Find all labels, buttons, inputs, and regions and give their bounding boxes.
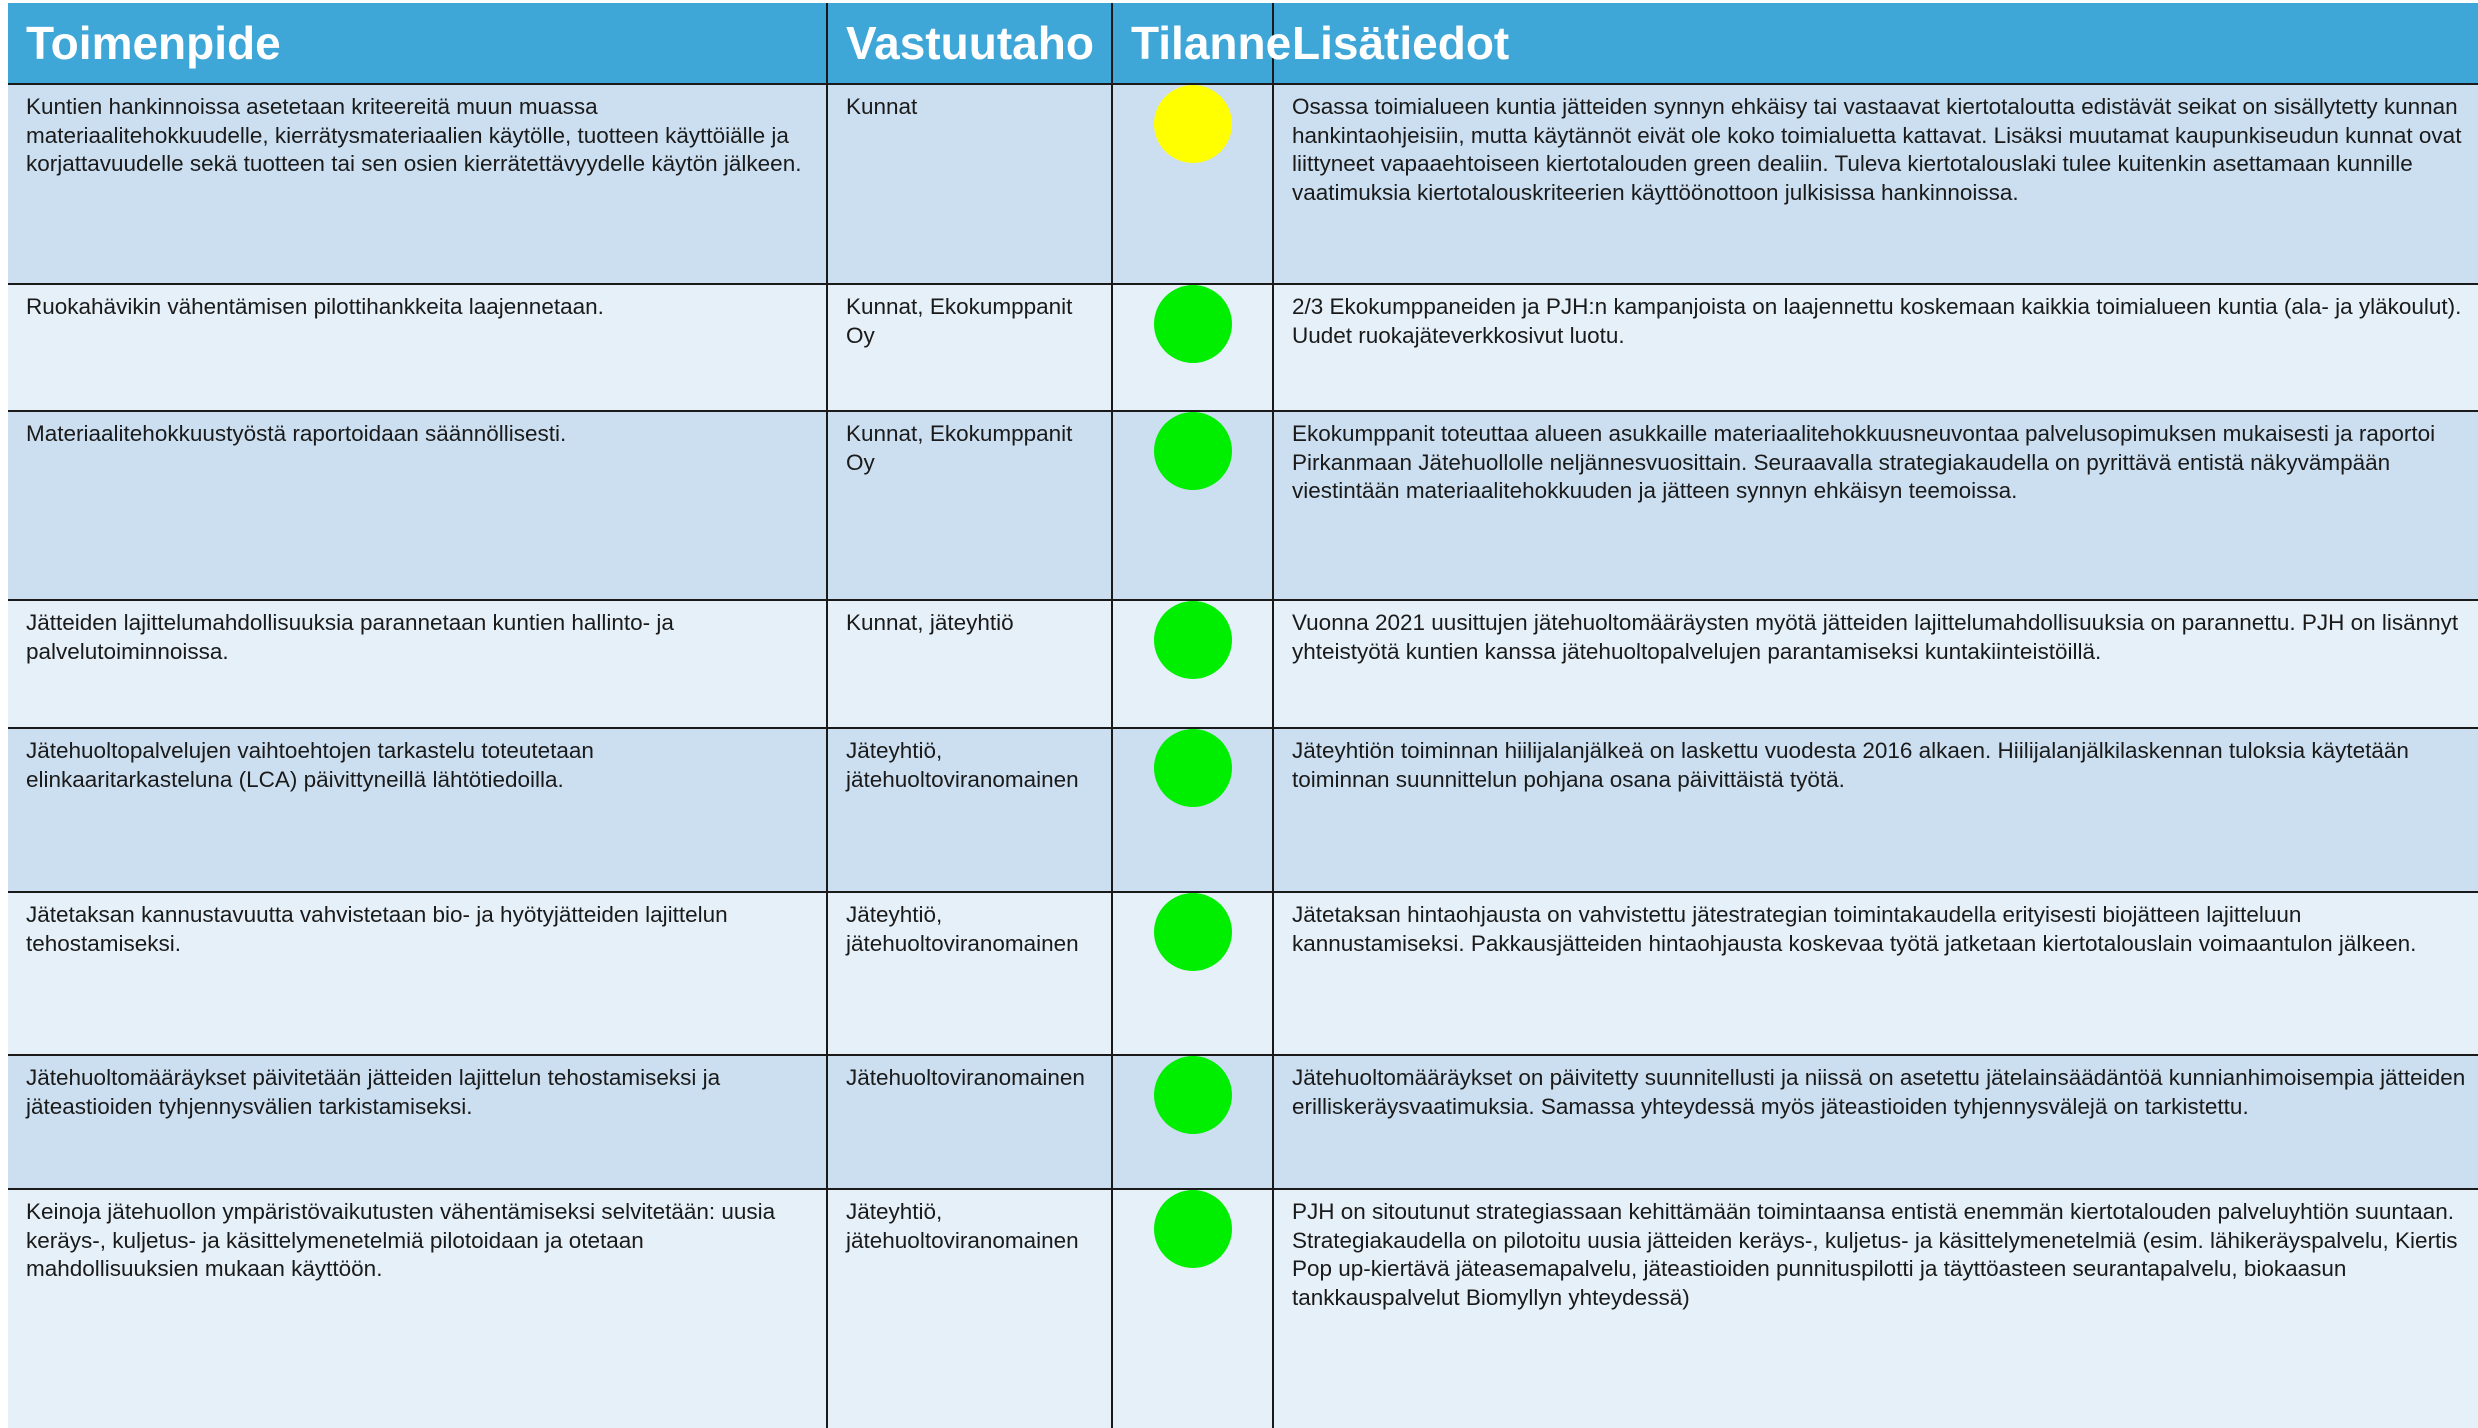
header-details: Lisätiedot <box>1273 3 2478 84</box>
responsible-text: Jäteyhtiö, jätehuoltoviranomainen <box>846 902 1079 956</box>
responsible-text: Kunnat, jäteyhtiö <box>846 610 1014 635</box>
status-indicator-icon <box>1154 601 1232 679</box>
table-header-row <box>8 3 2478 84</box>
action-text: Ruokahävikin vähentämisen pilottihankkeita laajennetaan. <box>26 294 604 319</box>
status-indicator-icon <box>1154 1056 1232 1134</box>
responsible-text: Jäteyhtiö, jätehuoltoviranomainen <box>846 1199 1079 1253</box>
status-indicator-icon <box>1154 412 1232 490</box>
status-indicator-icon <box>1154 893 1232 971</box>
header-action: Toimenpide <box>8 3 827 84</box>
table-row <box>8 411 2478 600</box>
action-status-table <box>8 3 2478 1428</box>
status-indicator-icon <box>1154 729 1232 807</box>
action-text: Jätehuoltomääräykset päivitetään jätteiden lajittelun tehostamiseksi ja jäteastioiden tyhjennysvälien tarkistamiseksi. <box>26 1065 721 1119</box>
action-text: Keinoja jätehuollon ympäristövaikutusten vähentämiseksi selvitetään: uusia keräys-, kuljetus- ja käsittelymenetelmiä pilotoidaan ja otetaan mahdollisuuksien mukaan käyttöön. <box>26 1199 776 1282</box>
details-text: Vuonna 2021 uusittujen jätehuoltomääräysten myötä jätteiden lajittelumahdollisuuksia on parannettu. PJH on lisännyt yhteistyötä kuntien kanssa jätehuoltopalvelujen parantamiseksi kuntakiinteistöillä. <box>1292 610 2459 664</box>
table-row <box>8 1055 2478 1189</box>
details-text: Ekokumppanit toteuttaa alueen asukkaille materiaalitehokkuusneuvontaa palvelusopimuksen mukaisesti ja raportoi Pirkanmaan Jätehuollolle neljännesvuosittain. Seuraavalla strategiakaudella on pyrittävä entistä näkyvämpään viestintään materiaalitehokkuuden ja jätteen synnyn ehkäisyn teemoissa. <box>1292 421 2436 504</box>
header-status: Tilanne <box>1112 3 1273 84</box>
action-text: Jätehuoltopalvelujen vaihtoehtojen tarkastelu toteutetaan elinkaaritarkasteluna (LCA) päivittyneillä lähtötiedoilla. <box>26 738 594 792</box>
details-text: Osassa toimialueen kuntia jätteiden synnyn ehkäisy tai vastaavat kiertotaloutta edistävät seikat on sisällytetty kunnan hankintaohjeisiin, mutta käytännöt eivät ole koko toimialuetta kattavat. Lisäksi muutamat kaupunkiseudun kunnat ovat liittyneet vapaaehtoiseen kiertotalouden green dealiin. Tuleva kiertotalouslaki tulee kuitenkin asettamaan kunnille vaatimuksia kiertotalouskriteerien käyttöönottoon julkisissa hankinnoissa. <box>1292 94 2462 205</box>
responsible-text: Kunnat, Ekokumppanit Oy <box>846 421 1073 475</box>
action-text: Kuntien hankinnoissa asetetaan kriteereitä muun muassa materiaalitehokkuudelle, kierrätysmateriaalien käytölle, tuotteen käyttöiälle ja korjattavuudelle sekä tuotteen tai sen osien kierrätettävyydelle käytön jälkeen. <box>26 94 802 177</box>
responsible-text: Kunnat, Ekokumppanit Oy <box>846 294 1073 348</box>
status-indicator-icon <box>1154 85 1232 163</box>
table-row <box>8 600 2478 728</box>
table-row <box>8 728 2478 892</box>
details-text: 2/3 Ekokumppaneiden ja PJH:n kampanjoista on laajennettu koskemaan kaikkia toimialueen kuntia (ala- ja yläkoulut). Uudet ruokajäteverkkosivut luotu. <box>1292 294 2462 348</box>
action-text: Jätetaksan kannustavuutta vahvistetaan bio- ja hyötyjätteiden lajittelun tehostamiseksi. <box>26 902 728 956</box>
table-row <box>8 84 2478 284</box>
details-text: PJH on sitoutunut strategiassaan kehittämään toimintaansa entistä enemmän kiertotalouden palveluyhtiön suuntaan. Strategiakaudella on pilotoitu uusia jätteiden keräys-, kuljetus- ja käsittelymenetelmiä (esim. lähikeräyspalvelu, Kiertis Pop up-kiertävä jäteasemapalvelu, jäteastioiden punnituspilotti ja täyttöasteen seurantapalvelu, biokaasun tankkauspalvelut Biomyllyn yhteydessä) <box>1292 1199 2458 1310</box>
action-text: Materiaalitehokkuustyöstä raportoidaan säännöllisesti. <box>26 421 567 446</box>
responsible-text: Kunnat <box>846 94 918 119</box>
status-indicator-icon <box>1154 1190 1232 1268</box>
details-text: Jätetaksan hintaohjausta on vahvistettu jätestrategian toimintakaudella erityisesti biojätteen lajitteluun kannustamiseksi. Pakkausjätteiden hintaohjausta koskevaa työtä jatketaan kiertotalouslain voimaantulon jälkeen. <box>1292 902 2417 956</box>
table-row <box>8 892 2478 1055</box>
action-text: Jätteiden lajittelumahdollisuuksia parannetaan kuntien hallinto- ja palvelutoiminnoissa. <box>26 610 674 664</box>
details-text: Jäteyhtiön toiminnan hiilijalanjälkeä on laskettu vuodesta 2016 alkaen. Hiilijalanjälkilaskennan tuloksia käytetään toiminnan suunnittelun pohjana osana päivittäistä työtä. <box>1292 738 2409 792</box>
table-row <box>8 284 2478 411</box>
table-row <box>8 1189 2478 1428</box>
header-responsible: Vastuutaho <box>827 3 1112 84</box>
details-text: Jätehuoltomääräykset on päivitetty suunnitellusti ja niissä on asetettu jätelainsäädäntöä kunnianhimoisempia jätteiden erilliskeräysvaatimuksia. Samassa yhteydessä myös jäteastioiden tyhjennysvälejä on tarkistettu. <box>1292 1065 2466 1119</box>
responsible-text: Jäteyhtiö, jätehuoltoviranomainen <box>846 738 1079 792</box>
responsible-text: Jätehuoltoviranomainen <box>846 1065 1085 1090</box>
status-indicator-icon <box>1154 285 1232 363</box>
